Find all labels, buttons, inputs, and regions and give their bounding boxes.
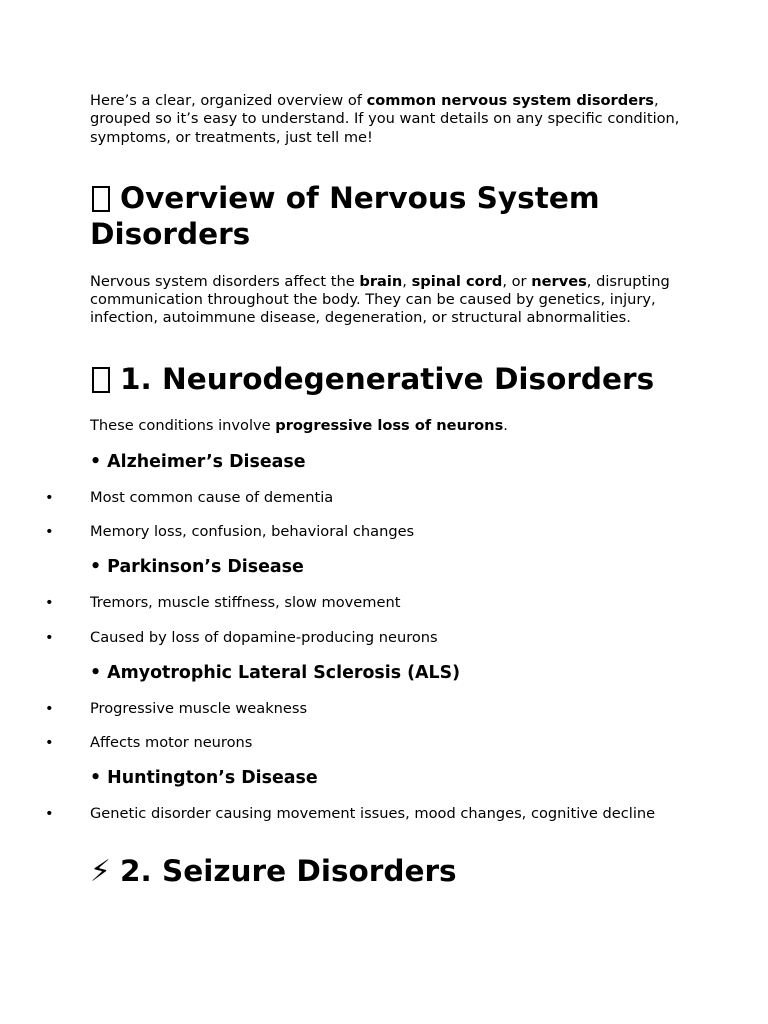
intro-paragraph [90,92,690,147]
als-list [45,699,690,752]
bullet-dot: • [45,489,54,507]
bullet-dot: • [45,699,54,717]
bullet-dot: • [45,733,54,751]
overview-text-4: , disrupting communication throughout the body. They can be caused by genetics, injury, infection, autoimmune disease, degeneration, or structural abnormalities. [90,272,670,327]
bullet-dot: • [45,628,54,646]
neuro-lead-suffix: . [503,416,508,434]
intro-prefix: Here’s a clear, organized overview of [90,92,367,109]
overview-title: Overview of Nervous System Disorders [90,180,600,251]
document-content [45,92,690,889]
lightning-bolt-icon: ⚡ [90,853,111,888]
neuro-heading [90,361,690,397]
intro-suffix: , grouped so it’s easy to understand. If you want details on any specific condition, symptoms, or treatments, just tell me! [90,92,680,146]
overview-bold-spinal-cord: spinal cord [411,272,503,290]
list-item-text: Memory loss, confusion, behavioral changes [90,523,415,541]
list-item [45,699,690,718]
overview-heading [90,180,690,252]
overview-paragraph [90,273,690,328]
list-item-text: Affects motor neurons [90,733,253,751]
parkinsons-list [45,594,690,646]
list-item-text: Genetic disorder causing movement issues, mood changes, cognitive decline [90,804,656,822]
disease-heading-alzheimers: • Alzheimer’s Disease [90,452,306,473]
list-item [45,594,690,612]
list-item [45,628,690,647]
huntingtons-list [45,804,690,823]
list-item [45,804,690,823]
overview-text-2: , [402,272,412,290]
seizure-title: 2. Seizure Disorders [120,853,457,888]
list-item-text: Most common cause of dementia [90,489,334,507]
bullet-dot: • [45,523,54,541]
bullet-dot: • [45,594,54,612]
list-item [45,489,690,507]
missing-glyph-icon [92,367,110,393]
overview-text-3: , or [502,272,532,290]
neuro-title: 1. Neurodegenerative Disorders [120,361,655,396]
list-item-text: Tremors, muscle stiffness, slow movement [90,594,401,612]
list-item-text: Caused by loss of dopamine-producing neurons [90,628,438,646]
missing-glyph-icon [92,186,110,212]
disease-heading-als: • Amyotrophic Lateral Sclerosis (ALS) [90,662,461,683]
neuro-lead-bold: progressive loss of neurons [275,416,504,434]
intro-bold: common nervous system disorders [366,92,654,109]
neuro-lead [90,417,690,435]
overview-bold-brain: brain [359,272,403,290]
bullet-dot: • [45,804,54,822]
seizure-heading [90,853,690,889]
list-item-text: Progressive muscle weakness [90,699,308,717]
neuro-lead-prefix: These conditions involve [90,416,276,434]
list-item [45,733,690,752]
overview-text-1: Nervous system disorders affect the [90,272,360,290]
overview-bold-nerves: nerves [531,272,587,290]
disease-heading-huntingtons: • Huntington’s Disease [90,767,318,788]
list-item [45,523,690,541]
alzheimers-list [45,489,690,541]
disease-heading-parkinsons: • Parkinson’s Disease [90,557,304,578]
